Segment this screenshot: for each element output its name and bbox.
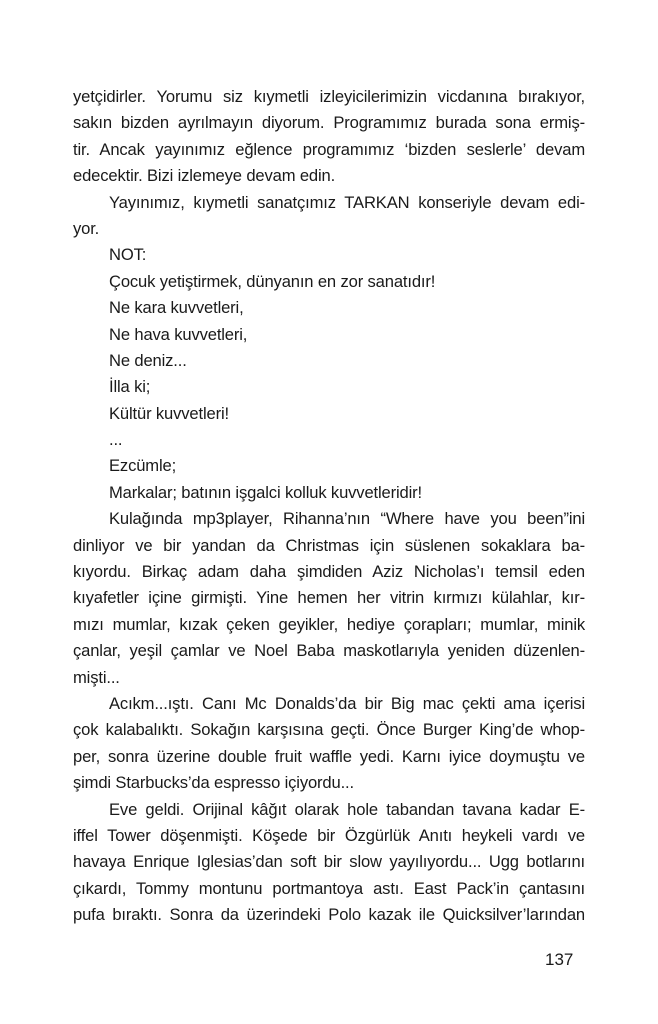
text-line: edecektir. Bizi izlemeye devam edin.: [73, 166, 336, 186]
text-line: sakın bizden ayrılmayın diyorum. Programımız burada sona ermiş-: [73, 113, 585, 133]
text-line: yor.: [73, 218, 100, 238]
text-line: çıkardı, Tommy montunu portmantoya astı. East Pack’in çantasını: [73, 878, 585, 898]
text-line: şimdi Starbucks’da espresso içiyordu...: [73, 773, 354, 793]
text-line: Markalar; batının işgalci kolluk kuvvetleridir!: [109, 482, 422, 502]
text-line: pufa bıraktı. Sonra da üzerindeki Polo kazak ile Quicksilver’larından: [73, 905, 585, 925]
text-line: Eve geldi. Orijinal kâğıt olarak hole tabandan tavana kadar E-: [109, 799, 585, 819]
text-line: tir. Ancak yayınımız eğlence programımız ‘bizden seslerle’ devam: [73, 139, 585, 159]
text-line: per, sonra üzerine double fruit waffle yedi. Karnı iyice doymuştu ve: [73, 746, 585, 766]
text-line: dinliyor ve bir yandan da Christmas için süslenen sokaklara ba-: [73, 535, 585, 555]
page-body: [73, 84, 585, 929]
text-line: Ne kara kuvvetleri,: [109, 298, 244, 318]
text-line: NOT:: [109, 245, 147, 265]
text-line: çanlar, yeşil çamlar ve Noel Baba maskotlarıyla yeniden düzenlen-: [73, 641, 585, 661]
text-line: ...: [109, 430, 123, 450]
text-line: havaya Enrique Iglesias’dan soft bir slow yayılıyordu... Ugg botlarını: [73, 852, 585, 872]
text-line: kıyordu. Birkaç adam daha şimdiden Aziz Nicholas’ı temsil eden: [73, 562, 585, 582]
text-line: Acıkm...ıştı. Canı Mc Donalds’da bir Big mac çekti ama içerisi: [109, 693, 585, 713]
text-line: mızı mumlar, kızak çeken geyikler, hediye çorapları; mumlar, minik: [73, 614, 585, 634]
text-line: Ezcümle;: [109, 456, 177, 476]
text-line: Kulağında mp3player, Rihanna’nın “Where have you been”ini: [109, 509, 585, 529]
text-line: Ne deniz...: [109, 350, 187, 370]
text-line: Yayınımız, kıymetli sanatçımız TARKAN konseriyle devam edi-: [109, 192, 585, 212]
page-number: 137: [545, 950, 574, 969]
text-line: mişti...: [73, 667, 120, 687]
text-line: çok kalabalıktı. Sokağın karşısına geçti. Önce Burger King’de whop-: [73, 720, 585, 740]
text-line: iffel Tower döşenmişti. Köşede bir Özgürlük Anıtı heykeli vardı ve: [73, 825, 585, 845]
text-line: Kültür kuvvetleri!: [109, 403, 229, 423]
text-line: İlla ki;: [109, 377, 151, 397]
text-line: kıyafetler içine girmişti. Yine hemen her vitrin kırmızı külahlar, kır-: [73, 588, 585, 608]
text-line: Çocuk yetiştirmek, dünyanın en zor sanatıdır!: [109, 271, 436, 291]
text-line: Ne hava kuvvetleri,: [109, 324, 248, 344]
text-line: yetçidirler. Yorumu siz kıymetli izleyicilerimizin vicdanına bırakıyor,: [73, 87, 585, 106]
